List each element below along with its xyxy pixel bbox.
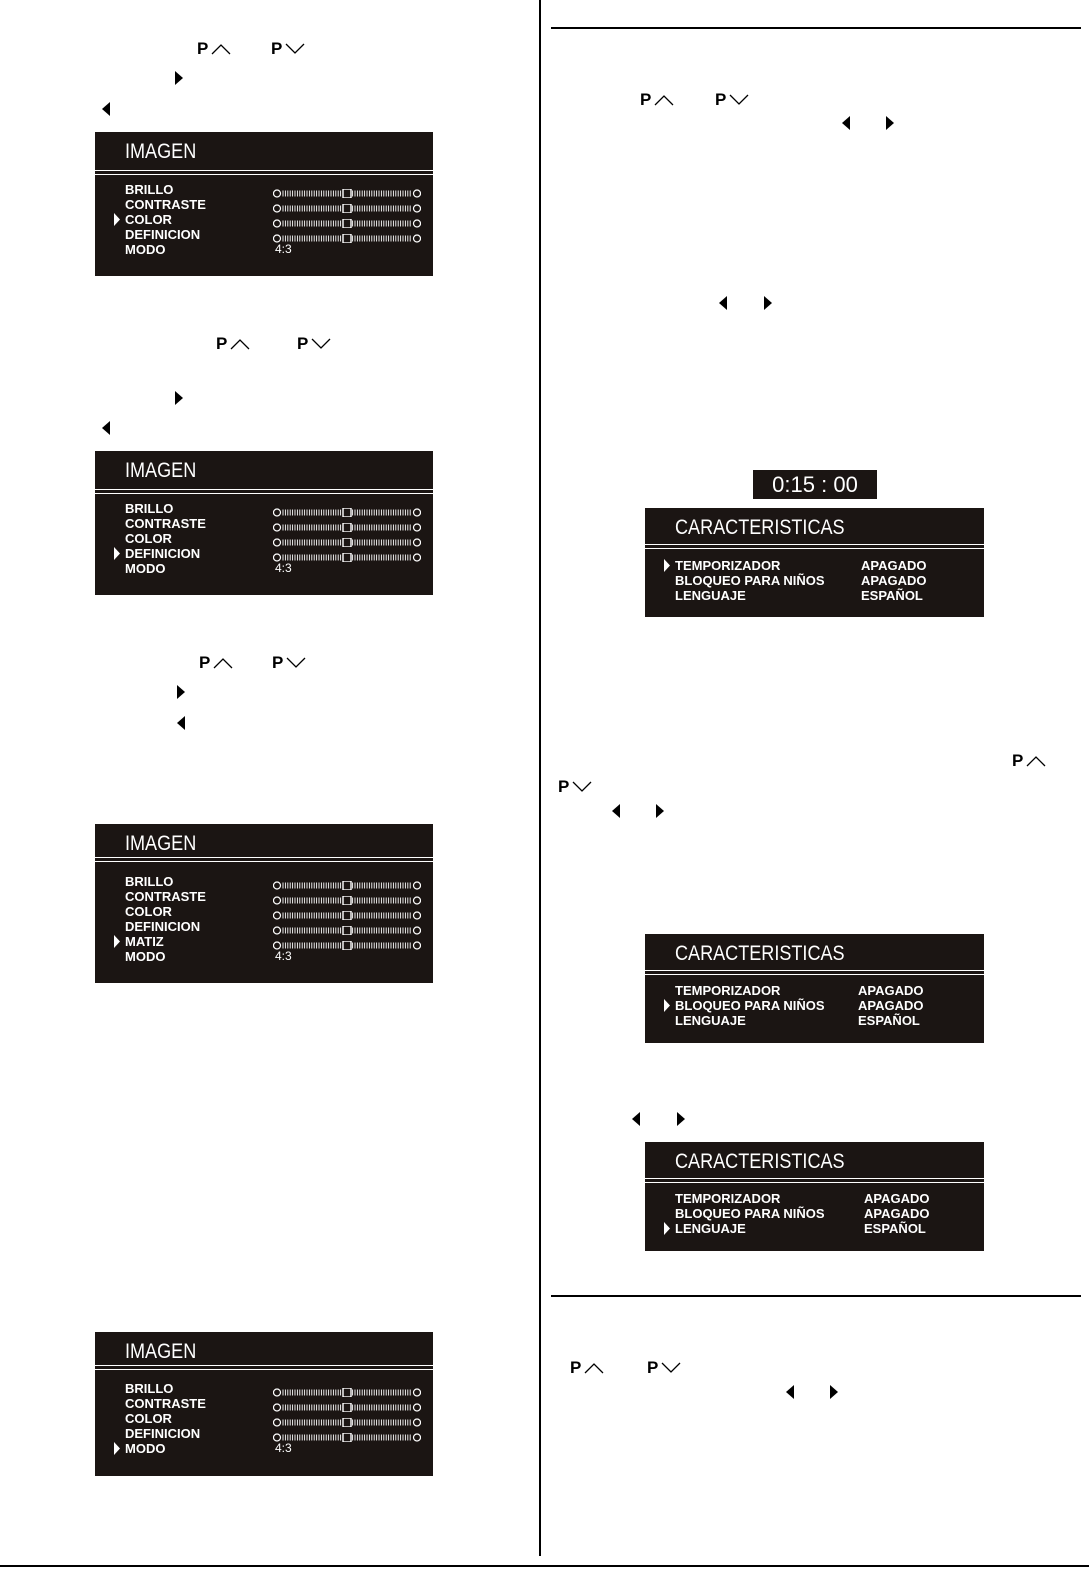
selection-cursor-icon	[113, 935, 121, 948]
selection-cursor-icon	[113, 213, 121, 226]
sleep-timer-display: 0:15 : 00	[753, 470, 877, 499]
selection-cursor-icon	[663, 999, 671, 1012]
chevron-up-icon	[1026, 755, 1046, 767]
left-arrow-icon	[718, 296, 728, 310]
chevron-down-icon	[661, 1362, 681, 1374]
osd-row: DEFINICION	[125, 546, 425, 561]
osd-row: TEMPORIZADOR APAGADO	[675, 983, 924, 998]
chevron-down-icon	[729, 94, 749, 106]
osd-row: MODO 4:3	[125, 949, 292, 964]
osd-row: TEMPORIZADOR APAGADO	[675, 558, 975, 573]
column-divider	[539, 0, 541, 1556]
osd-row: DEFINICION	[125, 919, 425, 934]
osd-picture-menu	[95, 824, 433, 983]
osd-row: COLOR	[125, 1411, 425, 1426]
p-down-button-icon: P	[715, 88, 749, 112]
selection-cursor-icon	[113, 1442, 121, 1455]
osd-row: LENGUAJE ESPAÑOL	[675, 1013, 920, 1028]
chevron-up-icon	[213, 657, 233, 669]
right-arrow-icon	[174, 71, 184, 85]
osd-row: TEMPORIZADOR APAGADO	[675, 1191, 930, 1206]
left-arrow-icon	[631, 1112, 641, 1126]
osd-title: IMAGEN	[125, 832, 197, 855]
left-arrow-icon	[611, 804, 621, 818]
right-arrow-icon	[176, 685, 186, 699]
slider	[273, 230, 421, 239]
osd-features-menu	[645, 934, 984, 1043]
slider	[273, 937, 421, 946]
right-arrow-icon	[885, 116, 895, 130]
osd-row: DEFINICION	[125, 227, 425, 242]
p-down-button-icon: P	[297, 332, 331, 356]
osd-row: DEFINICION	[125, 1426, 425, 1441]
osd-row: LENGUAJE ESPAÑOL	[675, 588, 923, 603]
p-up-button-icon: P	[216, 332, 250, 356]
selection-cursor-icon	[113, 547, 121, 560]
osd-row: COLOR	[125, 212, 425, 227]
chevron-down-icon	[311, 338, 331, 350]
osd-row: BRILLO	[125, 182, 425, 197]
osd-row: MODO 4:3	[125, 561, 292, 576]
right-arrow-icon	[763, 296, 773, 310]
p-up-button-icon: P	[640, 88, 674, 112]
osd-picture-menu	[95, 451, 433, 595]
osd-row: CONTRASTE	[125, 889, 425, 904]
osd-row: BRILLO	[125, 1381, 425, 1396]
slider	[273, 1384, 421, 1393]
slider	[273, 519, 421, 528]
osd-row: MATIZ	[125, 934, 425, 949]
osd-row: LENGUAJE ESPAÑOL	[675, 1221, 975, 1236]
p-up-button-icon: P	[1012, 749, 1046, 773]
slider	[273, 215, 421, 224]
osd-row: BRILLO	[125, 501, 425, 516]
osd-row: BRILLO	[125, 874, 425, 889]
osd-title: IMAGEN	[125, 140, 197, 163]
right-arrow-icon	[655, 804, 665, 818]
osd-row: MODO 4:3	[125, 1441, 425, 1456]
chevron-up-icon	[584, 1362, 604, 1374]
section-rule-bottom	[551, 1295, 1081, 1297]
osd-row: CONTRASTE	[125, 516, 425, 531]
p-down-button-icon: P	[558, 775, 592, 799]
slider	[273, 504, 421, 513]
chevron-up-icon	[211, 43, 231, 55]
right-arrow-icon	[829, 1385, 839, 1399]
slider	[273, 200, 421, 209]
slider	[273, 1429, 421, 1438]
left-arrow-icon	[785, 1385, 795, 1399]
slider	[273, 892, 421, 901]
slider	[273, 922, 421, 931]
osd-title: CARACTERISTICAS	[675, 942, 845, 965]
left-arrow-icon	[101, 421, 111, 435]
left-arrow-icon	[176, 716, 186, 730]
osd-row: BLOQUEO PARA NIÑOS APAGADO	[675, 573, 927, 588]
osd-row: MODO 4:3	[125, 242, 292, 257]
p-up-button-icon: P	[197, 37, 231, 61]
osd-row: COLOR	[125, 904, 425, 919]
osd-features-menu	[645, 1142, 984, 1251]
p-up-button-icon: P	[199, 651, 233, 675]
left-arrow-icon	[841, 116, 851, 130]
chevron-down-icon	[285, 43, 305, 55]
osd-features-menu	[645, 508, 984, 617]
section-rule-top	[551, 27, 1081, 29]
slider	[273, 185, 421, 194]
osd-picture-menu	[95, 1332, 433, 1476]
p-down-button-icon: P	[647, 1356, 681, 1380]
right-arrow-icon	[174, 391, 184, 405]
osd-title: IMAGEN	[125, 1340, 197, 1363]
osd-title: CARACTERISTICAS	[675, 1150, 845, 1173]
selection-cursor-icon	[663, 1222, 671, 1235]
osd-row: BLOQUEO PARA NIÑOS APAGADO	[675, 1206, 930, 1221]
osd-picture-menu	[95, 132, 433, 276]
osd-title: CARACTERISTICAS	[675, 516, 845, 539]
chevron-up-icon	[230, 338, 250, 350]
chevron-up-icon	[654, 94, 674, 106]
osd-row: CONTRASTE	[125, 1396, 425, 1411]
osd-row: CONTRASTE	[125, 197, 425, 212]
slider	[273, 1399, 421, 1408]
osd-row: BLOQUEO PARA NIÑOS APAGADO	[675, 998, 975, 1013]
selection-cursor-icon	[663, 559, 671, 572]
p-up-button-icon: P	[570, 1356, 604, 1380]
chevron-down-icon	[286, 657, 306, 669]
slider	[273, 1414, 421, 1423]
page-bottom-rule	[0, 1565, 1089, 1567]
slider	[273, 549, 421, 558]
osd-row: COLOR	[125, 531, 425, 546]
p-down-button-icon: P	[272, 651, 306, 675]
right-arrow-icon	[676, 1112, 686, 1126]
slider	[273, 877, 421, 886]
chevron-down-icon	[572, 781, 592, 793]
slider	[273, 534, 421, 543]
osd-title: IMAGEN	[125, 459, 197, 482]
p-down-button-icon: P	[271, 37, 305, 61]
left-arrow-icon	[101, 102, 111, 116]
slider	[273, 907, 421, 916]
